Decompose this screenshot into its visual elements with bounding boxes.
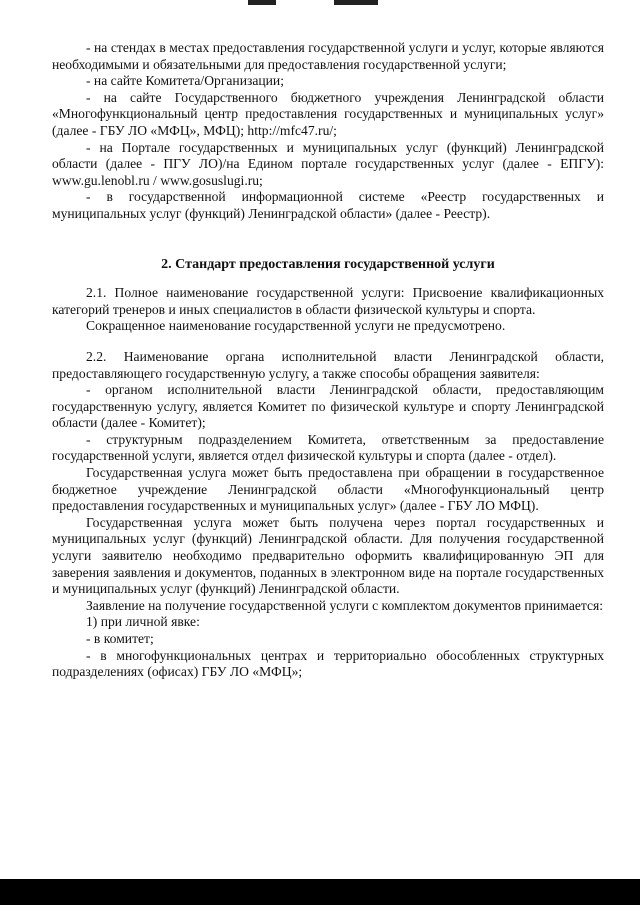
list-item: - на сайте Комитета/Организации; — [86, 73, 284, 89]
paragraph: Сокращенное наименование государственной услуги не предусмотрено. — [86, 318, 506, 334]
list-item: - на стендах в местах предоставления государственной услуги и услуг, которые являются необходимыми и обязательными для предоставления государственной услуги; — [52, 40, 604, 72]
list-item: - в комитет; — [86, 631, 154, 646]
scan-top-edge — [0, 0, 640, 12]
list-item: - в многофункциональных центрах и территориально обособленных структурных подразделениях (офисах) ГБУ ЛО «МФЦ»; — [52, 647, 604, 680]
paragraph: Заявление на получение государственной услуги с комплектом документов принимается: — [86, 597, 604, 613]
paragraph-2-2: 2.2. Наименование органа исполнительной власти Ленинградской области, предоставляющего государственную услугу, а также способы обращения заявителя: — [52, 348, 604, 381]
list-item: 1) при личной явке: — [86, 614, 200, 630]
paragraph-2-1: 2.1. Полное наименование государственной услуги: Присвоение квалификационных категорий тренеров и иных специалистов в области физической культуры и спорта. — [52, 285, 604, 317]
scan-artifact — [334, 0, 378, 5]
list-item: - на сайте Государственного бюджетного учреждения Ленинградской области «Многофункциональный центр предоставления государственных и муниципальных услуг» (далее - ГБУ ЛО «МФЦ», МФЦ); http://mfc47.ru/; — [52, 89, 604, 138]
spacer — [52, 223, 604, 257]
section-heading: 2. Стандарт предоставления государственной услуги — [161, 256, 495, 272]
list-item: - органом исполнительной власти Ленинградской области, предоставляющим государственную услугу, является Комитет по физической культуре и спорту Ленинградской области (далее - Комитет); — [52, 382, 604, 431]
paragraph: Государственная услуга может быть предоставлена при обращении в государственное бюджетное учреждение Ленинградской области «Многофункциональный центр предоставления государственных и муниципальных услуг» (далее - ГБУ ЛО МФЦ). — [52, 465, 604, 514]
list-item: - структурным подразделением Комитета, ответственным за предоставление государственной услуги, является отдел физической культуры и спорта (далее - отдел). — [52, 431, 604, 464]
spacer — [52, 335, 604, 349]
scan-bottom-edge — [0, 879, 640, 905]
scan-artifact — [248, 0, 276, 5]
document-page — [52, 40, 604, 681]
paragraph: Государственная услуга может быть получена через портал государственных и муниципальных услуг (функций) Ленинградской области. Для получения государственной услуги заявителю необходимо предварительно оформить квалифицированную ЭП для заверения заявления и документов, поданных в электронном виде на портале государственных и муниципальных услуг (функций) Ленинградской области. — [52, 514, 604, 597]
list-item: - на Портале государственных и муниципальных услуг (функций) Ленинградской области (далее - ПГУ ЛО)/на Едином портале государственных услуг (далее - ЕПГУ): www.gu.lenobl.ru / www.gosuslugi.ru; — [52, 139, 604, 188]
list-item: - в государственной информационной системе «Реестр государственных и муниципальных услуг (функций) Ленинградской области» (далее - Реестр). — [52, 189, 604, 221]
